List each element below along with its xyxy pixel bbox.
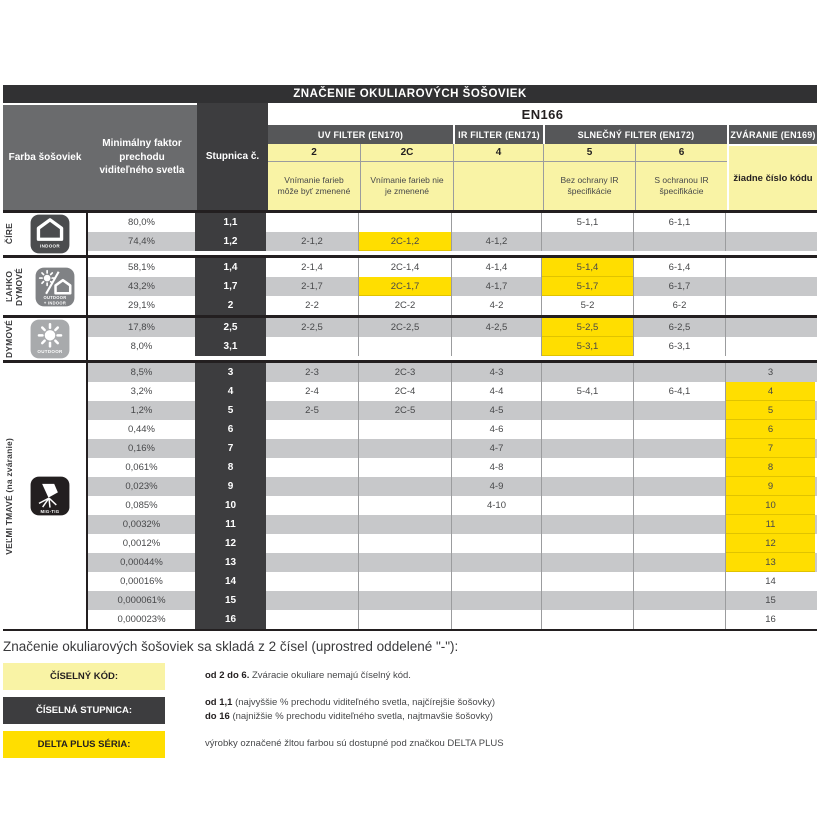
min-transmission-cell: 29,1% (128, 300, 155, 311)
cell-welding-code (725, 213, 815, 232)
legend-bold: do 16 (205, 711, 230, 723)
lens-group-label-cell (3, 318, 88, 360)
cell-welding-code: 16 (725, 610, 815, 629)
cell-ir-4: 4-2 (451, 296, 541, 315)
min-transmission-cell: 0,00044% (120, 557, 163, 568)
cell-sun-6 (633, 232, 725, 251)
cell-uv-2 (266, 610, 358, 629)
lens-table-body (3, 210, 817, 631)
table-row (88, 213, 817, 232)
lens-group-label-cell (3, 213, 88, 255)
cell-uv-2c: 2C-2,5 (358, 318, 451, 337)
cell-uv-2: 2-3 (305, 367, 319, 378)
cell-sun-5 (541, 232, 633, 251)
cell-sun-6 (633, 591, 725, 610)
cell-sun-5: 5-3,1 (541, 337, 633, 356)
cell-ir-4: 4-1,7 (451, 277, 541, 296)
table-header (3, 103, 817, 210)
legend-text-delta-plus (205, 737, 504, 751)
cell-ir-4 (451, 534, 541, 553)
lens-marking-page (3, 85, 817, 758)
column-header-scale-number: Stupnica č. (197, 103, 268, 210)
cell-ir-4 (451, 591, 541, 610)
lens-group-rows (88, 258, 817, 315)
min-transmission-cell: 0,000061% (117, 595, 166, 606)
cell-uv-2c: 2C-1,4 (358, 258, 451, 277)
lens-group-label-cell (3, 363, 88, 629)
cell-welding-code: 14 (725, 572, 815, 591)
cell-sun-6 (633, 420, 725, 439)
legend-rest: Zváracie okuliare nemajú číselný kód. (249, 670, 411, 682)
cell-sun-5 (541, 439, 633, 458)
legend-text-numeric-code (205, 669, 411, 683)
cell-ir-4 (451, 610, 541, 629)
cell-sun-6 (633, 496, 725, 515)
scale-number-cell: 12 (195, 534, 266, 553)
scale-number-cell: 8 (195, 458, 266, 477)
min-transmission-cell: 1,2% (130, 405, 153, 416)
cell-ir-4: 4-4 (451, 382, 541, 401)
lens-group-label-cell (3, 258, 88, 315)
cell-ir-4: 4-1,2 (451, 232, 541, 251)
cell-uv-2 (266, 477, 358, 496)
cell-ir-4 (451, 337, 541, 356)
table-row (88, 401, 817, 420)
min-transmission-cell: 17,8% (128, 322, 155, 333)
code-desc-4 (453, 161, 543, 210)
table-row (88, 591, 817, 610)
min-transmission-cell: 0,44% (128, 424, 155, 435)
scale-number-cell: 4 (195, 382, 266, 401)
table-row (88, 515, 817, 534)
cell-sun-5 (541, 401, 633, 420)
code-desc-2: Vnímanie farieb môže byť zmenené (268, 161, 360, 210)
cell-sun-5: 5-2 (541, 296, 633, 315)
min-transmission-cell: 74,4% (128, 236, 155, 247)
cell-uv-2c (358, 515, 451, 534)
cell-uv-2c: 2C-4 (358, 382, 451, 401)
cell-sun-6 (633, 363, 725, 382)
header-left-block (3, 105, 197, 210)
legend-label-numeric-scale: ČÍSELNÁ STUPNICA: (3, 697, 165, 724)
cell-welding-code: 5 (725, 401, 815, 420)
cell-sun-5 (541, 496, 633, 515)
scale-number-cell: 16 (195, 610, 266, 629)
scale-number-cell: 6 (195, 420, 266, 439)
table-row (88, 496, 817, 515)
min-transmission-cell: 8,5% (130, 367, 153, 378)
cell-sun-6 (633, 553, 725, 572)
cell-uv-2c: 2C-1,7 (358, 277, 451, 296)
table-row (88, 420, 817, 439)
code-desc-2c: Vnímanie farieb nie je zmenené (360, 161, 453, 210)
cell-sun-5: 5-1,7 (541, 277, 633, 296)
table-row (88, 477, 817, 496)
cell-welding-code: 9 (725, 477, 815, 496)
legend-rest: (najnižšie % prechodu viditeľného svetla, najtmavšie šošovky) (229, 711, 493, 723)
code-header-2c: 2C (360, 144, 453, 161)
cell-welding-code: 8 (725, 458, 815, 477)
scale-number-cell: 3,1 (195, 337, 266, 356)
cell-uv-2c: 2C-2 (358, 296, 451, 315)
code-desc-5: Bez ochrany IR špecifikácie (543, 161, 635, 210)
scale-number-cell: 3 (195, 363, 266, 382)
cell-uv-2 (266, 572, 358, 591)
cell-uv-2: 2-5 (305, 405, 319, 416)
filter-group-ir: IR FILTER (EN171) (453, 125, 543, 144)
cell-sun-5 (541, 610, 633, 629)
outdoor-indoor-icon (25, 266, 86, 308)
lens-group (3, 360, 817, 629)
cell-ir-4 (451, 572, 541, 591)
cell-uv-2: 2-4 (305, 386, 319, 397)
cell-uv-2: 2-1,7 (301, 281, 323, 292)
cell-welding-code (725, 277, 815, 296)
cell-sun-6 (633, 401, 725, 420)
cell-sun-6: 6-2,5 (633, 318, 725, 337)
code-desc-6: S ochranou IR špecifikácie (635, 161, 727, 210)
scale-number-cell: 10 (195, 496, 266, 515)
table-row (88, 337, 817, 356)
cell-uv-2c (358, 572, 451, 591)
legend-heading: Značenie okuliarových šošoviek sa skladá z 2 čísel (uprostred oddelené "-"): (3, 639, 459, 654)
column-header-lens-color: Farba šošoviek (8, 152, 82, 163)
cell-welding-code: 13 (725, 553, 815, 572)
legend-label-delta-plus: DELTA PLUS SÉRIA: (3, 731, 165, 758)
cell-ir-4 (451, 553, 541, 572)
cell-uv-2 (266, 213, 358, 232)
min-transmission-cell: 0,085% (125, 500, 158, 511)
code-header-6: 6 (635, 144, 727, 161)
cell-ir-4: 4-6 (451, 420, 541, 439)
lens-group-label: VEĽMI TMAVÉ (na zváranie) (4, 437, 14, 555)
lens-group-rows (88, 213, 817, 255)
scale-number-cell: 1,2 (195, 232, 266, 251)
cell-ir-4: 4-7 (451, 439, 541, 458)
scale-number-cell: 14 (195, 572, 266, 591)
cell-ir-4: 4-5 (451, 401, 541, 420)
cell-uv-2 (266, 496, 358, 515)
table-row (88, 553, 817, 572)
legend-text-numeric-scale (205, 696, 495, 725)
filter-group-sun: SLNEČNÝ FILTER (EN172) (543, 125, 727, 144)
cell-sun-5 (541, 534, 633, 553)
cell-uv-2c (358, 439, 451, 458)
cell-welding-code: 4 (725, 382, 815, 401)
cell-uv-2c (358, 477, 451, 496)
cell-sun-5: 5-2,5 (541, 318, 633, 337)
welding-no-code-note: žiadne číslo kódu (727, 144, 817, 210)
table-row (88, 439, 817, 458)
scale-number-cell: 2,5 (195, 318, 266, 337)
cell-uv-2c (358, 496, 451, 515)
cell-uv-2c (358, 534, 451, 553)
min-transmission-cell: 0,061% (125, 462, 158, 473)
table-row (88, 572, 817, 591)
scale-number-cell: 1,4 (195, 258, 266, 277)
cell-sun-6: 6-1,1 (633, 213, 725, 232)
lens-group (3, 315, 817, 360)
cell-sun-6: 6-1,7 (633, 277, 725, 296)
cell-uv-2: 2-2 (305, 300, 319, 311)
cell-uv-2 (266, 337, 358, 356)
cell-ir-4: 4-1,4 (451, 258, 541, 277)
svg-text:INDOOR: INDOOR (40, 243, 61, 249)
cell-welding-code: 3 (725, 363, 815, 382)
cell-uv-2c: 2C-1,2 (358, 232, 451, 251)
cell-sun-5 (541, 553, 633, 572)
indoor-icon (15, 213, 86, 255)
svg-text:MIG-TIG: MIG-TIG (40, 508, 60, 514)
cell-sun-6 (633, 439, 725, 458)
cell-sun-6 (633, 477, 725, 496)
scale-number-cell: 15 (195, 591, 266, 610)
cell-uv-2 (266, 534, 358, 553)
legend-item-numeric-scale (3, 696, 817, 725)
table-row (88, 382, 817, 401)
cell-welding-code: 15 (725, 591, 815, 610)
cell-uv-2c (358, 420, 451, 439)
cell-uv-2c (358, 337, 451, 356)
table-row (88, 277, 817, 296)
scale-number-cell: 1,1 (195, 213, 266, 232)
cell-uv-2 (266, 515, 358, 534)
cell-uv-2c (358, 553, 451, 572)
svg-text:+ INDOOR: + INDOOR (44, 299, 67, 305)
cell-sun-5 (541, 591, 633, 610)
cell-uv-2c (358, 591, 451, 610)
svg-text:OUTDOOR: OUTDOOR (43, 294, 67, 300)
cell-sun-5: 5-4,1 (541, 382, 633, 401)
table-row (88, 318, 817, 337)
cell-sun-5 (541, 572, 633, 591)
lens-group (3, 213, 817, 255)
code-header-5: 5 (543, 144, 635, 161)
min-transmission-cell: 0,0032% (122, 519, 161, 530)
cell-sun-6: 6-1,4 (633, 258, 725, 277)
min-transmission-cell: 80,0% (128, 217, 155, 228)
cell-sun-6 (633, 534, 725, 553)
cell-ir-4: 4-8 (451, 458, 541, 477)
scale-number-cell: 13 (195, 553, 266, 572)
cell-uv-2c: 2C-3 (358, 363, 451, 382)
cell-uv-2 (266, 439, 358, 458)
cell-welding-code (725, 318, 815, 337)
cell-welding-code: 11 (725, 515, 815, 534)
min-transmission-cell: 8,0% (130, 341, 153, 352)
header-right-block (268, 103, 817, 210)
scale-number-cell: 1,7 (195, 277, 266, 296)
cell-sun-6: 6-4,1 (633, 382, 725, 401)
legend-bold: od 2 do 6. (205, 670, 250, 682)
table-row (88, 534, 817, 553)
cell-welding-code: 10 (725, 496, 815, 515)
en166-label: EN166 (268, 103, 817, 125)
cell-sun-6 (633, 515, 725, 534)
cell-sun-6: 6-2 (633, 296, 725, 315)
cell-ir-4: 4-9 (451, 477, 541, 496)
welding-icon (15, 475, 86, 517)
code-header-4: 4 (453, 144, 543, 161)
min-transmission-cell: 3,2% (130, 386, 153, 397)
cell-sun-6 (633, 458, 725, 477)
table-row (88, 610, 817, 629)
lens-group-label: ČÍRE (4, 223, 14, 245)
cell-uv-2 (266, 553, 358, 572)
cell-ir-4: 4-3 (451, 363, 541, 382)
cell-uv-2c (358, 458, 451, 477)
svg-text:OUTDOOR: OUTDOOR (37, 349, 63, 355)
min-transmission-cell: 0,0012% (122, 538, 161, 549)
legend-bold: od 1,1 (205, 697, 233, 708)
legend (3, 639, 817, 758)
table-row (88, 363, 817, 382)
min-transmission-cell: 0,16% (128, 443, 155, 454)
cell-sun-5 (541, 515, 633, 534)
cell-uv-2c (358, 610, 451, 629)
cell-sun-5 (541, 477, 633, 496)
cell-uv-2: 2-2,5 (301, 322, 323, 333)
cell-ir-4: 4-10 (451, 496, 541, 515)
cell-sun-6 (633, 572, 725, 591)
cell-welding-code: 6 (725, 420, 815, 439)
legend-rest: výrobky označené žltou farbou sú dostupné pod značkou DELTA PLUS (205, 737, 504, 749)
page-title: ZNAČENIE OKULIAROVÝCH ŠOŠOVIEK (3, 85, 817, 103)
lens-group-rows (88, 318, 817, 360)
column-header-min-transmission: Minimálny faktor prechodu viditeľného svetla (99, 138, 185, 177)
cell-sun-5 (541, 420, 633, 439)
filter-group-uv: UV FILTER (EN170) (268, 125, 453, 144)
lens-group (3, 255, 817, 315)
scale-number-cell: 11 (195, 515, 266, 534)
min-transmission-cell: 0,023% (125, 481, 158, 492)
legend-rest: (najvyššie % prechodu viditeľného svetla, najčírejšie šošovky) (232, 697, 496, 708)
min-transmission-cell: 58,1% (128, 262, 155, 273)
cell-uv-2 (266, 420, 358, 439)
table-row (88, 458, 817, 477)
lens-group-label: ĽAHKO DYMOVÉ (4, 267, 24, 306)
cell-sun-6 (633, 610, 725, 629)
cell-welding-code: 7 (725, 439, 815, 458)
scale-number-cell: 7 (195, 439, 266, 458)
cell-welding-code (725, 296, 815, 315)
scale-number-cell: 9 (195, 477, 266, 496)
cell-welding-code (725, 232, 815, 251)
min-transmission-cell: 0,00016% (120, 576, 163, 587)
cell-uv-2: 2-1,2 (301, 236, 323, 247)
cell-ir-4 (451, 213, 541, 232)
cell-ir-4: 4-2,5 (451, 318, 541, 337)
outdoor-icon (15, 318, 86, 360)
legend-item-delta-plus (3, 731, 817, 758)
scale-number-cell: 2 (195, 296, 266, 315)
lens-group-label: DYMOVÉ (4, 319, 14, 359)
filter-group-welding: ZVÁRANIE (EN169) (727, 125, 817, 144)
cell-sun-5 (541, 363, 633, 382)
table-row (88, 258, 817, 277)
scale-number-cell: 5 (195, 401, 266, 420)
cell-welding-code: 12 (725, 534, 815, 553)
cell-sun-5 (541, 458, 633, 477)
min-transmission-cell: 43,2% (128, 281, 155, 292)
cell-uv-2 (266, 591, 358, 610)
cell-sun-5: 5-1,1 (541, 213, 633, 232)
cell-welding-code (725, 258, 815, 277)
cell-sun-6: 6-3,1 (633, 337, 725, 356)
cell-welding-code (725, 337, 815, 356)
table-row (88, 232, 817, 251)
lens-group-rows (88, 363, 817, 629)
cell-uv-2c: 2C-5 (358, 401, 451, 420)
legend-item-numeric-code (3, 663, 817, 690)
code-header-2: 2 (268, 144, 360, 161)
cell-ir-4 (451, 515, 541, 534)
min-transmission-cell: 0,000023% (117, 614, 166, 625)
cell-uv-2 (266, 458, 358, 477)
cell-sun-5: 5-1,4 (541, 258, 633, 277)
cell-uv-2c (358, 213, 451, 232)
table-row (88, 296, 817, 315)
legend-label-numeric-code: ČÍSELNÝ KÓD: (3, 663, 165, 690)
cell-uv-2: 2-1,4 (301, 262, 323, 273)
